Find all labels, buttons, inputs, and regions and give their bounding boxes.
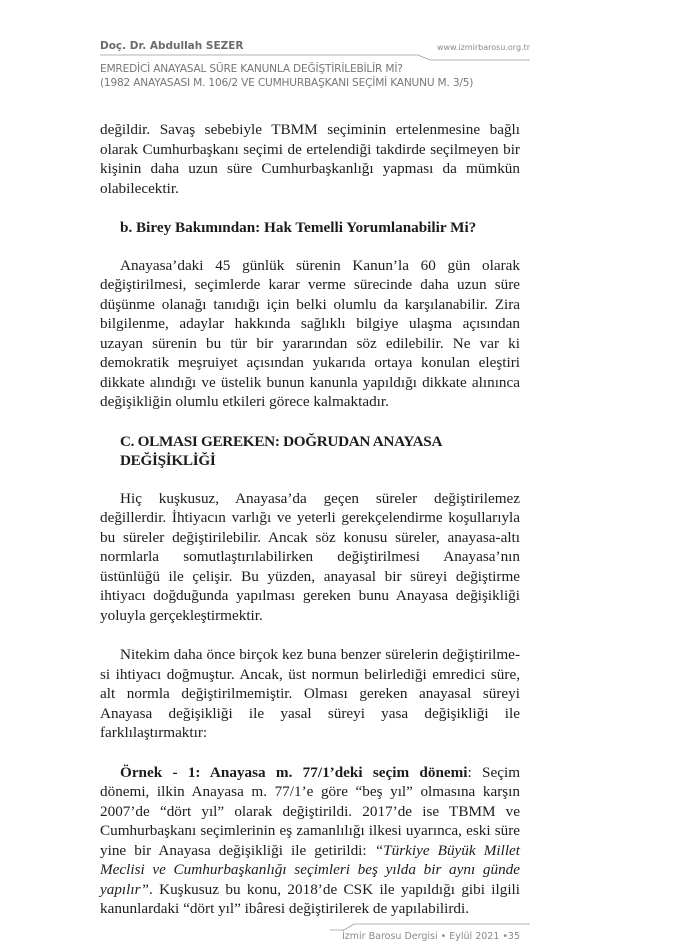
example-1-text-b: . Kuşkusuz bu konu, 2018’de CSK ile yapıldığı gibi ilgili kanunlardaki “dört yıl” ibâresi değiştirilerek de yapılabilirdi. — [100, 880, 520, 917]
author-name: Doç. Dr. Abdullah SEZER — [100, 40, 244, 52]
paragraph-continuation: değildir. Savaş sebebiyle TBMM seçiminin ertelenmesine bağlı olarak Cumhurbaşkanı seçimi de ertelendiği takdirde seçilmeyen bir kişinin daha uzun süre Cumhurbaşkanlığı yapması da mümkün olabilecektir. — [100, 121, 520, 197]
article-title-line1: EMREDİCİ ANAYASAL SÜRE KANUNLA DEĞİŞTİRİLEBİLİR Mİ? — [100, 63, 403, 75]
example-1-quote: “Türkiye Büyük Millet Meclisi ve Cumhurbaşkanlığı seçimleri beş yılda bir aynı günde yapılır” — [100, 841, 521, 898]
subsection-heading-b: b. Birey Bakımından: Hak Temelli Yorumlanabilir Mi? — [120, 219, 477, 236]
article-body — [100, 120, 520, 919]
example-1-text-a: : Seçim dönemi, ilkin Anayasa m. 77/1’e göre “beş yıl” olmasına karşın 2007’de “dört yıl” olarak değiştirildi. 2017’de ise TBMM ve Cumhurbaşkanı seçimlerinin eş zamanlılığı ilkesi uyarınca, eski süre yine bir Anayasa değişikliği ile getirildi: — [100, 763, 521, 859]
journal-name: İzmir Barosu Dergisi • Eylül 2021 • — [342, 931, 508, 942]
paragraph-2: Anayasa’daki 45 günlük sürenin Kanun’la 60 gün olarak değiştirilmesi, seçimlerde karar verme sürecinde daha uzun süre düşünme olanağı tanıdığı için belki olumlu da karşılanabilir. Zira bilgilenme, adaylar hakkında sağlıklı bilgiye ulaşma açısından uzayan sürenin bu tür bir yararından söz edilebilir. Ne var ki demokratik meşruiyet açısından yukarıda ortaya konulan eleştiri dikkate alındığı ve üstelik bunun kanunla yapıldığı dikkate alınınca değişikliğin olumlu etkileri görece kalmaktadır. — [100, 256, 520, 410]
article-title-line2: (1982 ANAYASASI M. 106/2 VE CUMHURBAŞKANI SEÇİMİ KANUNU M. 3/5) — [100, 77, 474, 89]
section-heading-c: C. OLMASI GEREKEN: DOĞRUDAN ANAYASA DEĞİŞİKLİĞİ — [120, 432, 442, 469]
example-1-paragraph — [100, 763, 520, 919]
page-footer — [330, 923, 530, 951]
page-number: 35 — [507, 931, 520, 942]
page-header — [100, 40, 530, 96]
example-1-title: Örnek - 1: Anayasa m. 77/1’deki seçim dönemi — [120, 763, 468, 781]
website-link[interactable]: www.izmirbarosu.org.tr — [436, 43, 530, 52]
paragraph-3: Hiç kuşkusuz, Anayasa’da geçen süreler değiştirilemez değillerdir. İhtiyacın varlığı ve yeterli gerekçelendirme koşullarıyla bu süreler değiştirilebilir. Ancak söz konusu süreler, anayasa-altı normlarla somutlaştırılabilirken değiştirilmesi Anayasa’nın üstünlüğü ile çelişir. Bu yüzden, anayasal bir süreyi değiştirme ihtiyacı doğduğunda yapılması gereken bunu Anayasa değişikliği yoluyla gerçekleştirmektir. — [100, 489, 520, 624]
paragraph-4: Nitekim daha önce birçok kez buna benzer sürelerin değiştirilmesi ihtiyacı doğmuştur. Ancak, üst normun belirlediği emredici süre, alt normla değiştirilmemiştir. Olması gereken anayasal süreyi Anayasa değişikliği ile yasal süreyi yasa değişikliği ile farklılaştırmaktır: — [100, 646, 520, 741]
